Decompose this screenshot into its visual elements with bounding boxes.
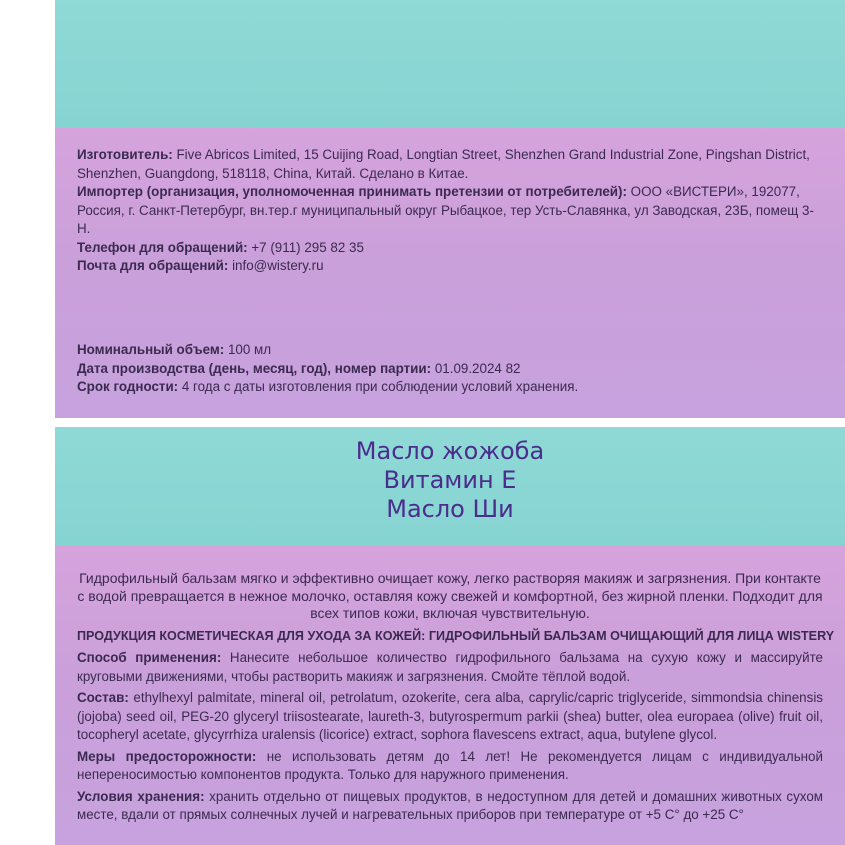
heading-shea: Масло Ши — [386, 495, 514, 523]
volume-line — [77, 341, 823, 360]
shelf-life-label: Срок годности: — [77, 379, 179, 394]
usage-label: Способ применения: — [77, 650, 222, 665]
phone-text: +7 (911) 295 82 35 — [247, 239, 364, 255]
composition-text: ethylhexyl palmitate, mineral oil, petrolatum, ozokerite, cera alba, caprylic/capric triglyceride, simmondsia chinensis (jojoba) seed oil, PEG-20 glyceryl triisostearate, laureth-3, butyrospermum parkii (shea) butter, olea europaea (olive) fruit oil, tocopheryl acetate, glycyrrhiza uralensis (licorice) extract, sophora flavescens extract, aqua, butylene glycol. — [77, 690, 823, 742]
email-label: Почта для обращений: — [77, 258, 229, 273]
label-panel-top — [55, 0, 845, 418]
email-line — [77, 257, 823, 276]
production-label: Дата производства (день, месяц, год), номер партии: — [77, 360, 432, 376]
label-panel-bottom — [55, 427, 845, 845]
production-text: 01.09.2024 82 — [431, 360, 521, 376]
batch-info — [77, 341, 823, 397]
manufacturer-label: Изготовитель: — [77, 147, 173, 162]
production-line — [77, 360, 823, 379]
precautions-label: Меры предосторожности: — [77, 748, 257, 764]
storage-label: Условия хранения: — [77, 788, 205, 804]
composition-line — [77, 689, 823, 745]
phone-line — [77, 239, 823, 258]
storage-line — [77, 788, 823, 825]
product-category: ПРОДУКЦИЯ КОСМЕТИЧЕСКАЯ ДЛЯ УХОДА ЗА КОЖЕЙ: ГИДРОФИЛЬНЫЙ БАЛЬЗАМ ОЧИЩАЮЩИЙ ДЛЯ ЛИЦА WISTERY — [77, 628, 835, 643]
intro-text: Гидрофильный бальзам мягко и эффективно очищает кожу, легко растворяя макияж и загрязнения. При контакте с водой превращается в нежное молочко, оставляя кожу свежей и комфортной, без жирной пленки. Подходит для всех типов кожи, включая чувствительную. — [77, 570, 823, 621]
shelf-life-text: 4 года с даты изготовления при соблюдении условий хранения. — [178, 379, 579, 394]
teal-band — [55, 0, 845, 128]
composition-label: Состав: — [77, 690, 129, 705]
manufacturer-text: Five Abricos Limited, 15 Cuijing Road, Longtian Street, Shenzhen Grand Industrial Zone, Pingshan District, Shenzhen, Guangdong, 518118, China, Китай. Сделано в Китае. — [77, 147, 810, 181]
storage-text: хранить отдельно от пищевых продуктов, в недоступном для детей и домашних животных сухом месте, вдали от прямых солнечных лучей и нагревательных приборов при температуре от +5 С° до +25 С° — [77, 788, 823, 822]
importer-label: Импортер (организация, уполномоченная принимать претензии от потребителей): — [77, 184, 627, 199]
shelf-life-line — [77, 378, 823, 397]
usage-line — [77, 649, 823, 686]
manufacturer-line — [77, 146, 823, 183]
heading-vitamin-e: Витамин Е — [383, 466, 517, 494]
heading-jojoba: Масло жожоба — [355, 437, 545, 465]
importer-text: ООО «ВИСТЕРИ», 192077, Россия, г. Санкт-Петербург, вн.тер.г муниципальный округ Рыбацкое, тер Усть-Славянка, ул Заводская, 23Б, помещ 3-Н. — [77, 184, 814, 236]
precautions-text: не использовать детям до 14 лет! Не рекомендуется лицам с индивидуальной непереносимостью компонентов продукта. Только для наружного применения. — [77, 748, 823, 782]
volume-text: 100 мл — [224, 342, 272, 357]
phone-label: Телефон для обращений: — [77, 239, 248, 255]
product-description — [77, 570, 835, 828]
volume-label: Номинальный объем: — [77, 342, 225, 357]
importer-line — [77, 183, 823, 239]
manufacturer-info — [77, 146, 823, 276]
ingredient-headings — [55, 437, 845, 524]
precautions-line — [77, 748, 823, 785]
email-text: info@wistery.ru — [228, 258, 324, 273]
usage-text: Нанесите небольшое количество гидрофильного бальзама на сухую кожу и массируйте круговыми движениями, чтобы растворить макияж и загрязнения. Смойте тёплой водой. — [77, 650, 823, 684]
